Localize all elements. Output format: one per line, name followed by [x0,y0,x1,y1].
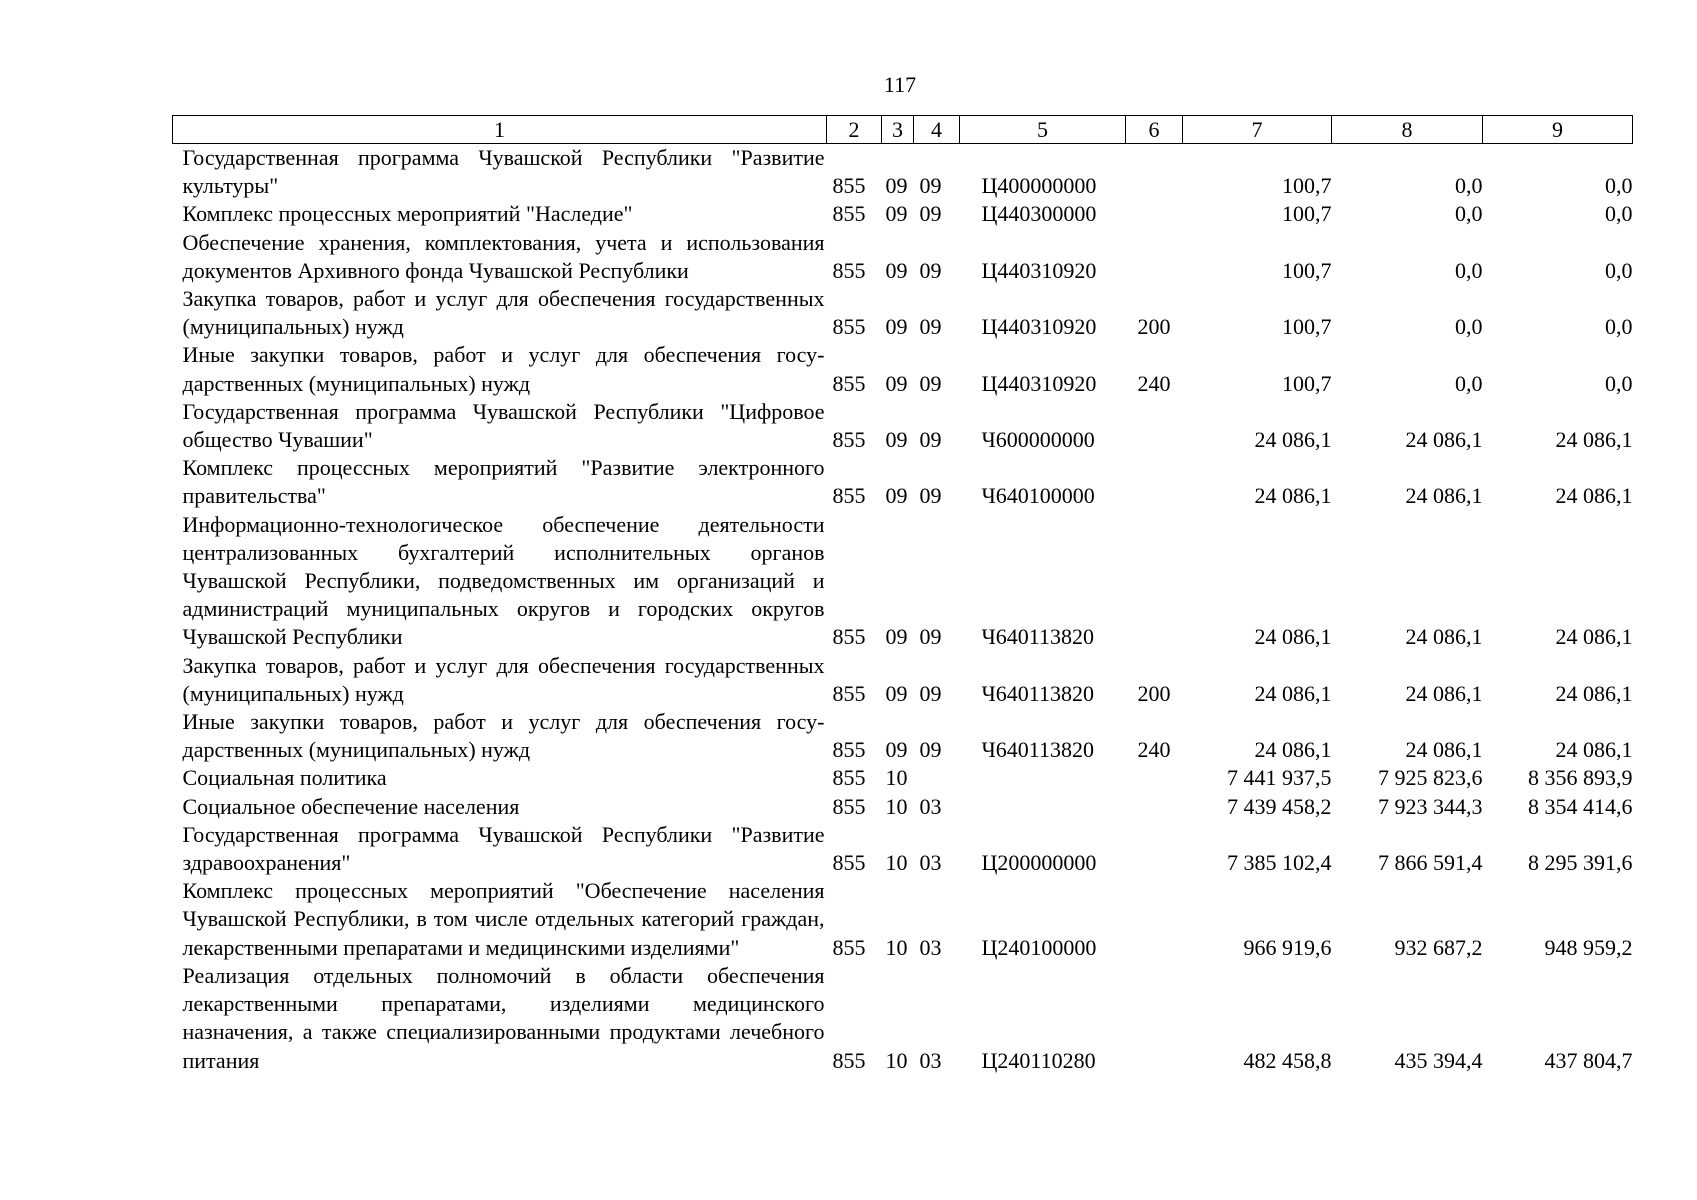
row-amount-col8: 24 086,1 [1405,427,1483,453]
row-amount-col9: 24 086,1 [1555,624,1633,650]
row-grbs-code: 855 [832,314,866,340]
row-expense-type [1126,229,1183,285]
row-amount-col9: 0,0 [1605,314,1633,340]
header-col-6: 6 [1126,116,1183,144]
row-amount-col9: 8 356 893,9 [1528,765,1633,791]
row-subsection-code: 09 [919,370,942,396]
row-expense-type [1126,454,1183,510]
row-subsection-code: 09 [919,624,942,650]
row-amount-col7: 7 385 102,4 [1227,850,1332,876]
row-target-article: Ц400000000 [981,173,1097,199]
row-target-article: Ц440310920 [981,370,1097,396]
row-target-article: Ц440310920 [981,257,1097,283]
row-amount-col7: 7 441 937,5 [1227,765,1332,791]
row-expense-type [1126,877,1183,962]
header-col-9: 9 [1483,116,1633,144]
page-number: 117 [883,72,917,97]
row-name: Комплекс процессных мероприятий "Обеспечение населения Чувашской Республики, в том числе отдельных категорий граждан, лекарственными препаратами и медицинскими изделиями" [182,878,825,960]
row-amount-col8: 0,0 [1455,314,1483,340]
row-section-code: 09 [885,737,908,763]
row-amount-col7: 24 086,1 [1254,483,1332,509]
row-amount-col8: 24 086,1 [1405,737,1483,763]
row-name: Обеспечение хранения, комплектования, учета и использования документов Архивного фонда Чувашской Республики [182,229,825,283]
row-amount-col8: 0,0 [1455,257,1483,283]
row-grbs-code: 855 [832,737,866,763]
table-row [173,454,1633,510]
table-row [173,962,1633,1075]
table-row [173,200,1633,228]
row-section-code: 09 [885,370,908,396]
row-subsection-code: 09 [919,173,942,199]
table-row [173,793,1633,821]
row-amount-col9: 24 086,1 [1555,483,1633,509]
row-name: Государственная программа Чувашской Республики "Цифровое общество Чувашии" [182,398,825,453]
header-col-2: 2 [827,116,882,144]
table-row [173,144,1633,201]
row-amount-col7: 100,7 [1282,314,1332,340]
row-grbs-code: 855 [832,370,866,396]
table-row [173,341,1633,397]
row-amount-col8: 24 086,1 [1405,624,1483,650]
row-amount-col9: 0,0 [1605,370,1633,396]
row-grbs-code: 855 [832,765,866,791]
row-amount-col7: 100,7 [1282,370,1332,396]
row-target-article: Ч600000000 [981,427,1095,453]
row-subsection-code: 03 [919,934,942,960]
row-name: Государственная программа Чувашской Республики "Развитие здравоохранения" [182,821,825,876]
header-col-5: 5 [960,116,1126,144]
row-section-code: 10 [885,934,908,960]
table-header [173,116,1633,144]
header-col-4: 4 [914,116,960,144]
row-amount-col9: 0,0 [1605,201,1633,227]
header-col-8: 8 [1332,116,1483,144]
row-subsection-code: 09 [919,201,942,227]
row-amount-col9: 8 295 391,6 [1528,850,1633,876]
row-amount-col8: 7 866 591,4 [1378,850,1483,876]
table-row [173,877,1633,962]
row-amount-col8: 0,0 [1455,201,1483,227]
row-grbs-code: 855 [832,427,866,453]
row-section-code: 09 [885,257,908,283]
row-subsection-code: 09 [919,427,942,453]
row-section-code: 10 [885,765,908,791]
row-section-code: 10 [885,793,908,819]
row-expense-type [1126,821,1183,877]
row-amount-col9: 948 959,2 [1544,934,1633,960]
row-target-article: Ц240110280 [981,1047,1096,1073]
row-name: Реализация отдельных полномочий в области обеспечения лекарственными препаратами, изделиями медицинского назначения, а также специализированными продуктами лечебного питания [182,962,825,1073]
table-body [173,144,1633,1075]
row-expense-type [1126,764,1183,792]
row-grbs-code: 855 [832,1047,866,1073]
row-section-code: 09 [885,624,908,650]
row-section-code: 09 [885,201,908,227]
row-subsection-code: 03 [919,793,942,819]
table-row [173,764,1633,792]
row-amount-col7: 482 458,8 [1243,1047,1332,1073]
row-grbs-code: 855 [832,680,866,706]
budget-table [172,115,1633,1075]
row-subsection-code: 03 [919,1047,942,1073]
row-amount-col7: 100,7 [1282,201,1332,227]
row-section-code: 10 [885,1047,908,1073]
row-section-code: 10 [885,850,908,876]
header-col-3: 3 [882,116,914,144]
row-target-article [960,764,1126,792]
header-col-1: 1 [173,116,827,144]
row-amount-col9: 0,0 [1605,257,1633,283]
row-amount-col8: 435 394,4 [1394,1047,1483,1073]
row-amount-col8: 932 687,2 [1394,934,1483,960]
row-subsection-code: 09 [919,314,942,340]
row-expense-type [1126,144,1183,201]
row-subsection-code: 09 [919,483,942,509]
row-name: Иные закупки товаров, работ и услуг для обеспечения государственных (муниципальных) нужд [182,342,825,396]
row-amount-col7: 24 086,1 [1254,680,1332,706]
row-name: Государственная программа Чувашской Республики "Развитие культуры" [182,145,825,199]
row-amount-col7: 24 086,1 [1254,624,1332,650]
row-section-code: 09 [885,483,908,509]
row-expense-type [1126,793,1183,821]
row-section-code: 09 [885,680,908,706]
row-grbs-code: 855 [832,850,866,876]
row-target-article: Ц440300000 [981,201,1097,227]
table-row [173,285,1633,341]
table-row [173,398,1633,454]
row-grbs-code: 855 [832,624,866,650]
table-row [173,708,1633,764]
row-amount-col7: 24 086,1 [1254,737,1332,763]
row-expense-type: 200 [1137,314,1171,340]
table-row [173,511,1633,652]
row-amount-col7: 100,7 [1282,173,1332,199]
table-row [173,821,1633,877]
row-grbs-code: 855 [832,934,866,960]
row-name: Комплекс процессных мероприятий "Развитие электронного правительства" [182,455,825,509]
row-expense-type [1126,962,1183,1075]
row-target-article [960,793,1126,821]
row-name: Закупка товаров, работ и услуг для обеспечения государственных (муниципальных) нужд [182,652,825,706]
row-section-code: 09 [885,314,908,340]
row-target-article: Ч640113820 [981,624,1094,650]
row-amount-col9: 24 086,1 [1555,680,1633,706]
row-section-code: 09 [885,173,908,199]
row-target-article: Ч640113820 [981,737,1094,763]
table-row [173,229,1633,285]
row-amount-col8: 0,0 [1455,173,1483,199]
row-amount-col9: 0,0 [1605,173,1633,199]
row-name: Иные закупки товаров, работ и услуг для обеспечения государственных (муниципальных) нужд [182,709,825,763]
row-amount-col9: 8 354 414,6 [1528,793,1633,819]
header-col-7: 7 [1183,116,1332,144]
row-target-article: Ц240100000 [981,934,1097,960]
row-target-article: Ц200000000 [981,850,1097,876]
row-expense-type [1126,511,1183,652]
row-subsection-code: 09 [919,737,942,763]
row-amount-col8: 0,0 [1455,370,1483,396]
row-amount-col8: 7 923 344,3 [1378,793,1483,819]
row-amount-col9: 24 086,1 [1555,427,1633,453]
row-amount-col7: 966 919,6 [1243,934,1332,960]
row-subsection-code: 09 [919,680,942,706]
row-target-article: Ц440310920 [981,314,1097,340]
row-expense-type: 240 [1137,370,1171,396]
table-row [173,652,1633,708]
row-name: Социальное обеспечение населения [182,793,520,819]
row-expense-type: 200 [1137,680,1171,706]
row-section-code: 09 [885,427,908,453]
row-amount-col9: 24 086,1 [1555,737,1633,763]
row-expense-type [1126,200,1183,228]
row-subsection-code: 09 [919,257,942,283]
row-amount-col9: 437 804,7 [1544,1047,1633,1073]
row-name: Закупка товаров, работ и услуг для обеспечения государственных (муниципальных) нужд [182,286,825,340]
row-name: Информационно-технологическое обеспечение деятельности централизованных бухгалтерий исполнительных органов Чувашской Республики, подведомственных им организаций и администраций муниципальных округов и городских округов Чувашской Республики [182,511,825,650]
header-row [173,116,1633,144]
row-target-article: Ч640113820 [981,680,1094,706]
row-grbs-code: 855 [832,173,866,199]
row-expense-type [1126,398,1183,454]
row-target-article: Ч640100000 [981,483,1095,509]
row-grbs-code: 855 [832,483,866,509]
row-expense-type: 240 [1137,737,1171,763]
row-grbs-code: 855 [832,257,866,283]
row-subsection-code: 03 [919,850,942,876]
row-amount-col7: 7 439 458,2 [1227,793,1332,819]
row-grbs-code: 855 [832,793,866,819]
row-subsection-code [914,764,960,792]
row-grbs-code: 855 [832,201,866,227]
row-amount-col8: 24 086,1 [1405,483,1483,509]
row-amount-col7: 24 086,1 [1254,427,1332,453]
row-amount-col8: 24 086,1 [1405,680,1483,706]
row-name: Комплекс процессных мероприятий "Наследие" [182,201,633,227]
row-name: Социальная политика [182,765,387,791]
row-amount-col7: 100,7 [1282,257,1332,283]
row-amount-col8: 7 925 823,6 [1378,765,1483,791]
